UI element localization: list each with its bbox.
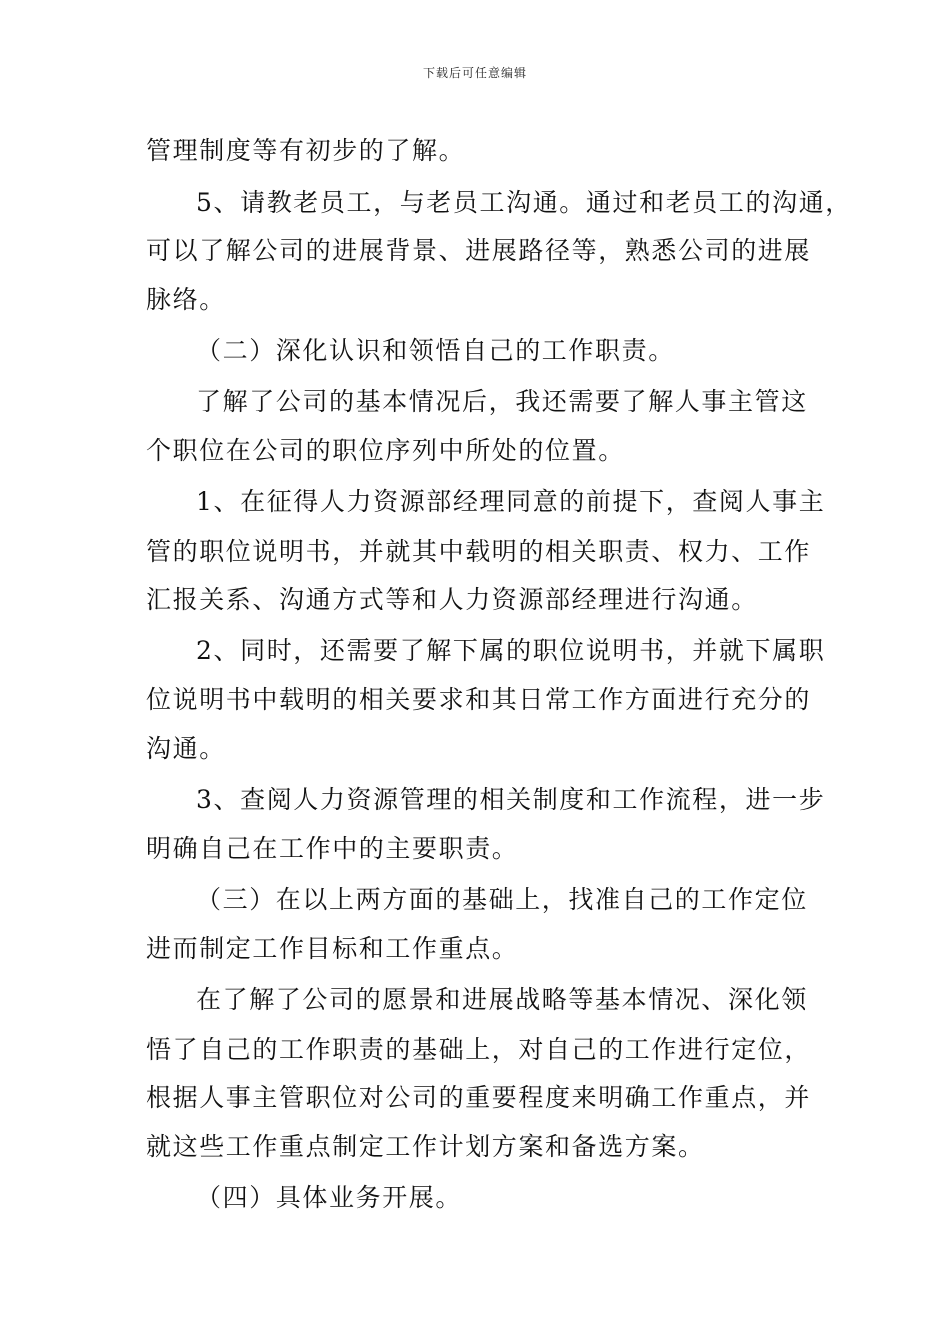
paragraph-line: （三）在以上两方面的基础上，找准自己的工作定位 xyxy=(196,885,808,914)
paragraph-line: 1、在征得人力资源部经理同意的前提下，查阅人事主 xyxy=(196,487,826,516)
paragraph-line: 管理制度等有初步的了解。 xyxy=(146,136,466,165)
page-header: 下载后可任意编辑 xyxy=(422,66,527,80)
paragraph-line: 2、同时，还需要了解下属的职位说明书，并就下属职 xyxy=(196,636,826,665)
paragraph-line: 根据人事主管职位对公司的重要程度来明确工作重点，并 xyxy=(146,1083,812,1112)
paragraph-line: 就这些工作重点制定工作计划方案和备选方案。 xyxy=(146,1132,705,1161)
paragraph-line: 位说明书中载明的相关要求和其日常工作方面进行充分的 xyxy=(146,685,812,714)
paragraph-line: 管的职位说明书，并就其中载明的相关职责、权力、工作 xyxy=(146,537,812,566)
paragraph-line: 明确自己在工作中的主要职责。 xyxy=(146,834,519,863)
paragraph-line: 脉络。 xyxy=(146,285,226,314)
paragraph-line: 进而制定工作目标和工作重点。 xyxy=(146,934,519,963)
paragraph-line: 3、查阅人力资源管理的相关制度和工作流程，进一步 xyxy=(196,785,826,814)
paragraph-line: 了解了公司的基本情况后，我还需要了解人事主管这 xyxy=(196,387,808,416)
paragraph-line: 5、请教老员工，与老员工沟通。通过和老员工的沟通， xyxy=(196,188,852,217)
paragraph-line: 在了解了公司的愿景和进展战略等基本情况、深化领 xyxy=(196,985,808,1014)
paragraph-line: 个职位在公司的职位序列中所处的位置。 xyxy=(146,436,625,465)
paragraph-line: 可以了解公司的进展背景、进展路径等，熟悉公司的进展 xyxy=(146,236,812,265)
paragraph-line: 汇报关系、沟通方式等和人力资源部经理进行沟通。 xyxy=(146,585,758,614)
paragraph-line: （四）具体业务开展。 xyxy=(196,1183,463,1212)
paragraph-line: 沟通。 xyxy=(146,734,226,763)
paragraph-line: 悟了自己的工作职责的基础上，对自己的工作进行定位， xyxy=(146,1035,812,1064)
paragraph-line: （二）深化认识和领悟自己的工作职责。 xyxy=(196,336,675,365)
